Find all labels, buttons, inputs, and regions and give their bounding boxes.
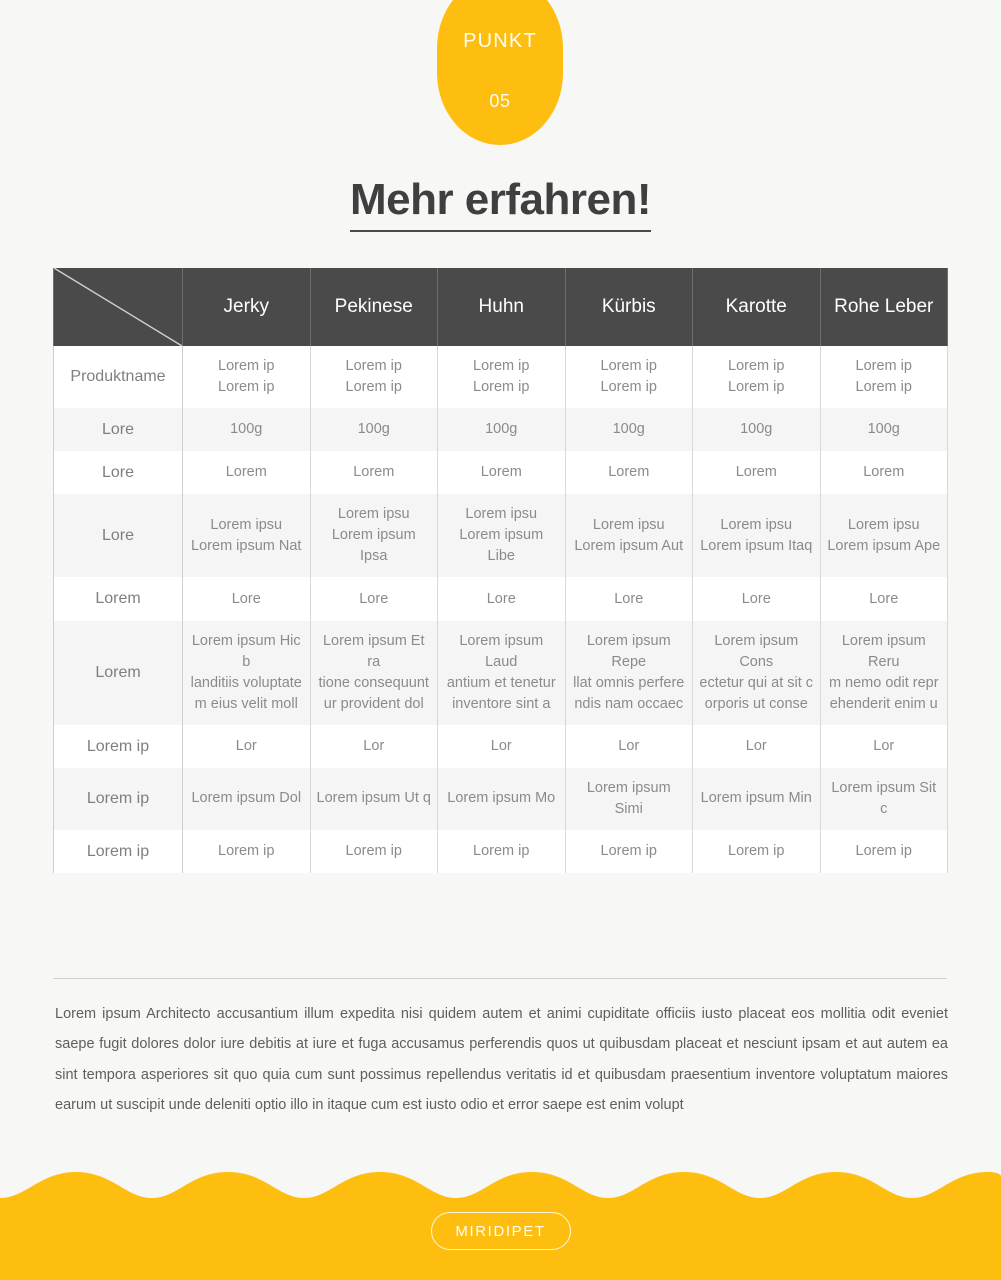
cell-line: antium et tenetur — [446, 674, 556, 691]
cell-line: 100g — [357, 421, 390, 438]
cell-line: Lorem ipsum Nat — [191, 537, 302, 554]
row-label: Lore — [54, 494, 183, 577]
cell-line: 100g — [230, 421, 263, 438]
row-label: Lore — [54, 451, 183, 494]
table-cell — [183, 494, 311, 577]
table-row — [54, 451, 948, 494]
table-body — [54, 346, 948, 873]
cell-line: Lorem ip — [473, 843, 530, 859]
table-cell — [565, 346, 693, 408]
table-cell — [820, 408, 948, 451]
brand-logo-label: MIRIDIPET — [455, 1222, 546, 1240]
table-row — [54, 494, 948, 577]
table-cell — [565, 408, 693, 451]
cell-line: Lor — [873, 737, 895, 754]
column-header-jerky[interactable]: Jerky — [183, 268, 311, 346]
table-cell — [183, 768, 311, 830]
table-row — [54, 768, 948, 830]
cell-line: Lorem ip — [218, 358, 275, 374]
cell-line: Lorem ipsum Itaq — [700, 537, 813, 554]
table-cell — [438, 408, 566, 451]
table-cell — [693, 451, 821, 494]
cell-line: Lorem ipsu — [465, 506, 538, 523]
table-cell — [310, 494, 438, 577]
cell-line: llat omnis perfere — [573, 674, 685, 691]
cell-line: Lore — [486, 590, 516, 607]
cell-line: Lor — [618, 737, 640, 754]
table-cell — [438, 768, 566, 830]
column-header-kuerbis[interactable]: Kürbis — [565, 268, 693, 346]
cell-line: Lorem ip — [345, 358, 402, 374]
cell-line: 100g — [612, 421, 645, 438]
row-label: Lorem — [54, 621, 183, 725]
table-cell — [565, 768, 693, 830]
table-cell — [693, 830, 821, 873]
table-cell — [438, 621, 566, 725]
cell-line: orporis ut conse — [704, 695, 808, 712]
table-cell — [693, 768, 821, 830]
cell-line: Lorem ip — [855, 843, 912, 859]
table-cell — [438, 494, 566, 577]
table-cell — [565, 451, 693, 494]
table-cell — [693, 725, 821, 768]
column-header-karotte[interactable]: Karotte — [693, 268, 821, 346]
cell-line: Lorem ipsum Ut q — [316, 790, 431, 807]
table-header — [54, 268, 948, 346]
column-header-pekinese[interactable]: Pekinese — [310, 268, 438, 346]
cell-line: Lorem ipsum Dol — [191, 790, 302, 807]
cell-line: Lor — [490, 737, 512, 754]
table-cell — [693, 346, 821, 408]
table-row — [54, 577, 948, 620]
table-cell — [820, 621, 948, 725]
table-cell — [438, 346, 566, 408]
cell-line: Lor — [745, 737, 767, 754]
row-label: Lore — [54, 408, 183, 451]
cell-line: 100g — [485, 421, 518, 438]
cell-line: Lorem ipsum Simi — [586, 779, 671, 817]
column-header-huhn[interactable]: Huhn — [438, 268, 566, 346]
table-cell — [183, 830, 311, 873]
cell-line: Lorem ipsum Laud — [459, 632, 544, 670]
cell-line: Lorem ipsum Hic b — [191, 632, 301, 670]
cell-line: 100g — [740, 421, 773, 438]
table-row — [54, 408, 948, 451]
table-cell — [310, 621, 438, 725]
table-cell — [183, 346, 311, 408]
footer — [0, 1150, 1001, 1280]
cell-line: Lorem ipsum Aut — [574, 537, 684, 554]
cell-line: Lorem ipsum Repe — [586, 632, 671, 670]
cell-line: Lorem ipsum Ipsa — [331, 527, 416, 565]
cell-line: Lorem ip — [728, 379, 785, 396]
table-cell — [310, 830, 438, 873]
cell-line: Lorem — [735, 464, 777, 481]
table-cell — [693, 621, 821, 725]
cell-line: ectetur qui at sit c — [699, 674, 814, 691]
table-row — [54, 830, 948, 873]
cell-line: Lorem ipsu — [337, 506, 410, 523]
cell-line: Lorem ipsum Ape — [827, 537, 941, 554]
badge-number: 05 — [489, 91, 511, 111]
cell-line: Lorem ipsum Min — [700, 790, 812, 807]
row-label: Produktname — [54, 346, 183, 408]
cell-line: Lorem ip — [473, 358, 530, 374]
cell-line: Lorem ipsum Cons — [714, 632, 799, 670]
table-row — [54, 346, 948, 408]
comparison-table-wrapper — [53, 268, 947, 873]
cell-line: ur provident dol — [323, 695, 424, 712]
table-cell — [820, 494, 948, 577]
table-cell — [183, 408, 311, 451]
table-cell — [183, 621, 311, 725]
table-cell — [438, 577, 566, 620]
cell-line: Lor — [363, 737, 385, 754]
cell-line: m nemo odit repr — [828, 674, 939, 691]
table-cell — [820, 725, 948, 768]
cell-line: Lorem — [863, 464, 905, 481]
cell-line: Lorem ip — [728, 843, 785, 859]
cell-line: Lorem ip — [855, 358, 912, 374]
table-cell — [310, 725, 438, 768]
row-label: Lorem ip — [54, 725, 183, 768]
cell-line: Lorem ipsum Sit c — [831, 779, 937, 817]
table-cell — [565, 621, 693, 725]
punkt-badge — [437, 0, 563, 145]
column-header-rohe-leber[interactable]: Rohe Leber — [820, 268, 948, 346]
table-cell — [310, 346, 438, 408]
table-cell — [183, 577, 311, 620]
cell-line: tione consequunt — [318, 674, 429, 691]
row-label: Lorem ip — [54, 830, 183, 873]
table-cell — [820, 830, 948, 873]
table-cell — [183, 451, 311, 494]
cell-line: Lorem ip — [218, 843, 275, 859]
cell-line: Lore — [231, 590, 261, 607]
cell-line: Lorem ipsum Libe — [459, 527, 544, 565]
cell-line: 100g — [867, 421, 900, 438]
cell-line: Lorem ip — [345, 379, 402, 396]
cell-line: Lorem — [480, 464, 522, 481]
table-cell — [310, 451, 438, 494]
table-cell — [820, 768, 948, 830]
table-row — [54, 725, 948, 768]
table-cell — [565, 577, 693, 620]
cell-line: Lorem ipsu — [210, 516, 283, 533]
brand-logo[interactable] — [431, 1212, 571, 1250]
cell-line: inventore sint a — [452, 695, 551, 712]
cell-line: Lorem ip — [728, 358, 785, 374]
table-cell — [693, 408, 821, 451]
table-cell — [565, 830, 693, 873]
cell-line: Lorem ip — [600, 843, 657, 859]
table-bottom-rule — [53, 978, 947, 979]
cell-line: Lorem ipsum Et ra — [322, 632, 425, 670]
description-paragraph: Lorem ipsum Architecto accusantium illum expedita nisi quidem autem et animi cupiditate officiis iusto placeat eos mollitia odit eveniet saepe fugit dolores dolor iure debitis at iure et fuga accusamus perferendis quos ut quibusdam placeat et nesciunt ipsam et aut autem ea sint tempora asperiores sit quo quia cum sunt possimus repellendus veritatis id et quibusdam praesentium inventore voluptatum maiores earum ut suscipit unde deleniti optio illo in itaque cum est iusto odio et error saepe est enim volupt — [55, 1006, 948, 1114]
cell-line: ehenderit enim u — [829, 695, 938, 712]
cell-line: Lore — [869, 590, 899, 607]
table-cell — [693, 494, 821, 577]
cell-line: Lore — [741, 590, 771, 607]
cell-line: Lorem — [225, 464, 267, 481]
table-cell — [820, 451, 948, 494]
cell-line: Lorem ip — [473, 379, 530, 396]
cell-line: Lorem — [353, 464, 395, 481]
cell-line: Lorem ipsum Mo — [447, 790, 556, 807]
page-title-container — [0, 176, 1001, 232]
cell-line: Lorem — [608, 464, 650, 481]
cell-line: Lorem ipsu — [847, 516, 920, 533]
cell-line: ndis nam occaec — [574, 695, 684, 712]
cell-line: Lorem ip — [600, 358, 657, 374]
badge-word: PUNKT — [463, 30, 537, 52]
table-cell — [565, 725, 693, 768]
cell-line: Lorem ipsum Reru — [841, 632, 926, 670]
row-label: Lorem — [54, 577, 183, 620]
cell-line: Lorem ipsu — [720, 516, 793, 533]
comparison-table — [53, 268, 948, 873]
row-label: Lorem ip — [54, 768, 183, 830]
table-cell — [310, 768, 438, 830]
table-corner-cell — [54, 268, 183, 346]
table-cell — [310, 577, 438, 620]
cell-line: Lorem ip — [600, 379, 657, 396]
page-title: Mehr erfahren! — [350, 176, 651, 232]
cell-line: m eius velit moll — [194, 695, 298, 712]
diagonal-slash-icon — [54, 268, 182, 346]
table-cell — [820, 577, 948, 620]
table-cell — [820, 346, 948, 408]
table-header-row — [54, 268, 948, 346]
table-cell — [438, 830, 566, 873]
table-cell — [565, 494, 693, 577]
table-cell — [183, 725, 311, 768]
cell-line: Lorem ip — [345, 843, 402, 859]
cell-line: Lorem ip — [855, 379, 912, 396]
table-row — [54, 621, 948, 725]
cell-line: Lore — [614, 590, 644, 607]
table-cell — [693, 577, 821, 620]
cell-line: Lor — [235, 737, 257, 754]
cell-line: Lore — [359, 590, 389, 607]
table-cell — [438, 451, 566, 494]
cell-line: Lorem ipsu — [592, 516, 665, 533]
cell-line: Lorem ip — [218, 379, 275, 396]
table-cell — [438, 725, 566, 768]
cell-line: landitiis voluptate — [190, 674, 302, 691]
table-cell — [310, 408, 438, 451]
